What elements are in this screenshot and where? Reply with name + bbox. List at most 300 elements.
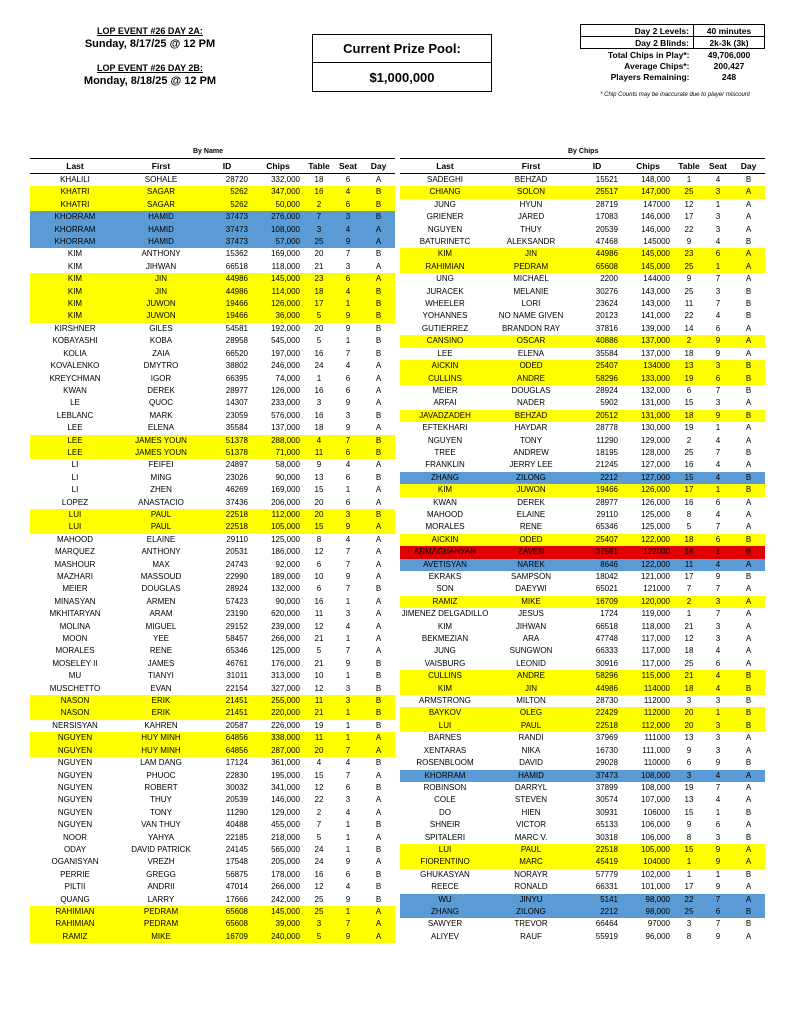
last-name-cell: MOON <box>62 634 88 644</box>
column-header-first-name: First <box>120 159 202 174</box>
table-number-cell: 24 <box>314 844 324 854</box>
day-flight-cell: A <box>362 273 395 285</box>
table-number-cell: 19 <box>314 720 324 730</box>
chip-count-cell: 104000 <box>622 856 674 868</box>
last-name-cell: REECE <box>431 882 459 892</box>
day-flight-cell: A <box>745 509 752 519</box>
chip-count-cell: 126,000 <box>622 484 674 496</box>
table-row <box>30 782 395 794</box>
seat-number-cell: 9 <box>704 410 732 422</box>
day-flight-cell: A <box>375 634 382 644</box>
table-number-cell: 5 <box>686 522 692 532</box>
last-name-cell: WHEELER <box>425 299 465 309</box>
table-row <box>30 224 395 236</box>
player-id-cell: 24743 <box>225 559 248 569</box>
last-name-cell: NGUYEN <box>30 745 120 757</box>
chip-count-cell: 130,000 <box>641 423 670 433</box>
chip-count-cell: 90,000 <box>275 596 300 606</box>
last-name-cell: KHATRI <box>30 186 120 198</box>
chip-count-cell: 143,000 <box>641 299 670 309</box>
chip-count-cell: 576,000 <box>271 410 300 420</box>
first-name-cell: THUY <box>150 795 172 805</box>
table-number-cell: 25 <box>314 894 324 904</box>
seat-number-cell: 6 <box>345 373 351 383</box>
last-name-cell: KIM <box>67 249 83 259</box>
chip-count-cell: 125,000 <box>641 522 670 532</box>
player-id-cell: 28719 <box>595 199 618 209</box>
last-name-cell: ZHANG <box>400 472 490 484</box>
table-number-cell: 8 <box>686 509 692 519</box>
table-number-cell: 9 <box>686 237 692 247</box>
column-header-seat-number: Seat <box>334 159 362 174</box>
last-name-cell: MKHITARYAN <box>49 609 101 619</box>
day-flight-cell: B <box>745 311 752 321</box>
table-row <box>400 832 765 844</box>
table-row <box>30 844 395 856</box>
player-id-cell: 28778 <box>595 423 618 433</box>
day-flight-cell: A <box>375 621 382 631</box>
table-row <box>400 720 765 732</box>
player-id-cell: 47468 <box>595 237 618 247</box>
player-id-cell: 23624 <box>595 299 618 309</box>
last-name-cell: KIM <box>67 261 83 271</box>
seat-number-cell: 3 <box>715 224 721 234</box>
table-row <box>400 918 765 930</box>
last-name-cell: TREE <box>434 447 456 457</box>
table-number-cell: 21 <box>314 658 324 668</box>
last-name-cell: ODAY <box>63 844 87 854</box>
player-id-cell: 65608 <box>202 906 252 918</box>
day-flight-cell: A <box>745 199 752 209</box>
first-name-cell: ELENA <box>147 423 175 433</box>
first-name-cell: VAN THUY <box>141 820 181 830</box>
table-row <box>400 224 765 236</box>
seat-number-cell: 9 <box>345 323 351 333</box>
last-name-cell: NGUYEN <box>57 782 93 792</box>
table-number-cell: 25 <box>684 286 694 296</box>
chip-count-cell: 137,000 <box>622 335 674 347</box>
table-row <box>30 199 395 211</box>
player-id-cell: 30318 <box>595 832 618 842</box>
chip-count-cell: 117,000 <box>641 634 670 644</box>
chip-count-cell: 107,000 <box>641 795 670 805</box>
first-name-cell: SAGAR <box>120 186 202 198</box>
table-number-cell: 15 <box>684 398 694 408</box>
chip-count-cell: 102,000 <box>641 869 670 879</box>
last-name-cell: RAHIMIAN <box>30 906 120 918</box>
last-name-cell: MUSCHETTO <box>49 683 101 693</box>
seat-number-cell: 1 <box>704 707 732 719</box>
first-name-cell: MIKE <box>490 596 572 608</box>
table-row <box>400 757 765 769</box>
player-id-cell: 45419 <box>572 856 622 868</box>
chip-count-cell: 192,000 <box>271 323 300 333</box>
first-name-cell: STEVEN <box>514 795 547 805</box>
player-id-cell: 29152 <box>225 621 248 631</box>
player-id-cell: 2200 <box>600 274 618 284</box>
player-id-cell: 17124 <box>225 758 248 768</box>
first-name-cell: DOUGLAS <box>511 385 551 395</box>
seat-number-cell: 7 <box>345 249 351 259</box>
day-flight-cell: A <box>375 261 382 271</box>
seat-number-cell: 1 <box>715 199 721 209</box>
chip-count-cell: 108,000 <box>622 770 674 782</box>
table-number-cell: 12 <box>314 882 324 892</box>
first-name-cell: PAUL <box>490 844 572 856</box>
table-number-cell: 23 <box>674 248 704 260</box>
column-header-last-name: Last <box>400 159 490 174</box>
last-name-cell: LEE <box>437 348 453 358</box>
column-header-first-name: First <box>490 159 572 174</box>
first-name-cell: ARMEN <box>146 596 176 606</box>
seat-number-cell: 6 <box>334 199 362 211</box>
chip-count-cell: 119,000 <box>641 609 670 619</box>
player-id-cell: 5902 <box>600 398 618 408</box>
chip-count-cell: 106,000 <box>641 832 670 842</box>
seat-number-cell: 1 <box>704 261 732 273</box>
last-name-cell: SPITALERI <box>424 832 466 842</box>
player-id-cell: 20539 <box>225 795 248 805</box>
player-id-cell: 35584 <box>595 348 618 358</box>
day-flight-cell: B <box>732 472 765 484</box>
day-flight-cell: A <box>732 261 765 273</box>
table-number-cell: 21 <box>304 707 334 719</box>
player-id-cell: 22518 <box>572 844 622 856</box>
last-name-cell: VAISBURG <box>424 658 466 668</box>
first-name-cell: RENE <box>519 522 543 532</box>
first-name-cell: THUY <box>520 224 542 234</box>
last-name-cell: PERRIE <box>60 869 90 879</box>
table-row <box>30 261 395 273</box>
stat-label: Day 2 Levels: <box>581 25 694 37</box>
chip-count-cell: 126,000 <box>271 385 300 395</box>
day-flight-cell: B <box>732 707 765 719</box>
table-row <box>400 782 765 794</box>
day-flight-cell: A <box>745 497 752 507</box>
seat-number-cell: 1 <box>334 732 362 744</box>
first-name-cell: MARC <box>490 856 572 868</box>
chip-count-cell: 112000 <box>643 696 670 706</box>
seat-number-cell: 4 <box>715 237 721 247</box>
chip-count-cell: 131,000 <box>622 410 674 422</box>
day-flight-cell: A <box>745 634 752 644</box>
table-row <box>400 931 765 943</box>
player-id-cell: 65133 <box>595 820 618 830</box>
first-name-cell: PEDRAM <box>120 918 202 930</box>
first-name-cell: MING <box>150 472 172 482</box>
table-row <box>400 521 765 533</box>
first-name-cell: JIN <box>120 286 202 298</box>
table-number-cell: 1 <box>316 373 322 383</box>
day-flight-cell: B <box>732 484 765 496</box>
seat-number-cell: 1 <box>334 298 362 310</box>
table-number-cell: 16 <box>314 869 324 879</box>
chip-count-cell: 195,000 <box>271 770 300 780</box>
day-flight-cell: A <box>375 857 382 867</box>
seat-number-cell: 7 <box>334 745 362 757</box>
chip-count-cell: 122000 <box>622 546 674 558</box>
player-id-cell: 31011 <box>226 671 248 681</box>
chip-count-cell: 96,000 <box>645 931 670 941</box>
chip-count-cell: 112,000 <box>252 509 304 521</box>
last-name-cell: CANSINO <box>400 335 490 347</box>
day-flight-cell: A <box>732 894 765 906</box>
player-id-cell: 65346 <box>595 522 618 532</box>
chip-count-cell: 197,000 <box>271 348 300 358</box>
player-id-cell: 20512 <box>572 410 622 422</box>
table-number-cell: 25 <box>304 906 334 918</box>
table-number-cell: 3 <box>674 770 704 782</box>
player-id-cell: 30032 <box>225 782 248 792</box>
day-flight-cell: A <box>362 236 395 248</box>
seat-number-cell: 9 <box>345 398 351 408</box>
table-number-cell: 22 <box>684 311 694 321</box>
by-name-heading: By Name <box>193 148 223 155</box>
seat-number-cell: 4 <box>715 795 721 805</box>
first-name-cell: HAMID <box>490 770 572 782</box>
event-a-title: LOP EVENT #26 DAY 2A: <box>97 26 203 36</box>
chip-count-cell: 92,000 <box>275 559 300 569</box>
table-row <box>30 521 395 533</box>
first-name-cell: YAHYA <box>148 832 174 842</box>
stat-row <box>581 60 765 71</box>
day-flight-cell: A <box>362 918 395 930</box>
day-flight-cell: A <box>375 832 382 842</box>
day-flight-cell: B <box>362 286 395 298</box>
chip-count-cell: 338,000 <box>252 732 304 744</box>
last-name-cell: LI <box>71 460 79 470</box>
last-name-cell: GHUKASYAN <box>420 869 470 879</box>
first-name-cell: ELAINE <box>146 534 176 544</box>
table-number-cell: 12 <box>684 634 694 644</box>
table-row <box>30 559 395 571</box>
chip-count-cell: 122,000 <box>622 559 674 571</box>
last-name-cell: BEKMEZIAN <box>421 634 469 644</box>
table-number-cell: 20 <box>314 497 324 507</box>
seat-number-cell: 9 <box>334 931 362 943</box>
first-name-cell: ARA <box>522 634 540 644</box>
last-name-cell: QUANG <box>60 894 90 904</box>
seat-number-cell: 9 <box>345 572 351 581</box>
last-name-cell: YOHANNES <box>422 311 468 321</box>
first-name-cell: NAREK <box>490 559 572 571</box>
last-name-cell: MORALES <box>425 522 465 532</box>
first-name-cell: PAUL <box>120 521 202 533</box>
first-name-cell: HIEN <box>521 807 541 817</box>
chip-count-cell: 169,000 <box>271 485 300 495</box>
stat-row <box>581 37 765 49</box>
table-row <box>30 497 395 509</box>
player-id-cell: 29110 <box>226 534 248 544</box>
table-number-cell: 12 <box>314 621 324 631</box>
table-number-cell: 15 <box>684 807 694 817</box>
table-number-cell: 6 <box>316 584 322 594</box>
chip-count-cell: 242,000 <box>271 894 300 904</box>
seat-number-cell: 3 <box>704 720 732 732</box>
chip-count-cell: 218,000 <box>271 832 300 842</box>
table-row <box>400 286 765 298</box>
table-row <box>30 906 395 918</box>
seat-number-cell: 6 <box>345 869 351 879</box>
seat-number-cell: 4 <box>715 311 721 321</box>
players-by-chips-table <box>400 158 765 943</box>
player-id-cell: 29028 <box>595 758 618 768</box>
seat-number-cell: 3 <box>345 410 351 420</box>
player-id-cell: 37473 <box>202 224 252 236</box>
day-flight-cell: A <box>745 423 752 433</box>
table-number-cell: 20 <box>314 249 324 259</box>
last-name-cell: OGANISYAN <box>51 857 99 867</box>
chip-count-cell: 127,000 <box>622 472 674 484</box>
player-id-cell: 30916 <box>595 658 618 668</box>
table-number-cell: 5 <box>316 832 322 842</box>
chip-count-cell: 137,000 <box>271 423 300 433</box>
player-id-cell: 46269 <box>225 485 248 495</box>
chip-count-cell: 118,000 <box>641 621 670 631</box>
table-row <box>400 621 765 633</box>
first-name-cell: TONY <box>149 807 173 817</box>
table-row <box>30 360 395 372</box>
table-row <box>30 695 395 707</box>
table-row <box>400 608 765 620</box>
first-name-cell: MILTON <box>516 696 546 706</box>
day-flight-cell: B <box>375 410 382 420</box>
first-name-cell: OSCAR <box>490 335 572 347</box>
chip-count-cell: 226,000 <box>271 720 300 730</box>
last-name-cell: NGUYEN <box>57 758 93 768</box>
table-number-cell: 15 <box>304 521 334 533</box>
last-name-cell: KIRSHNER <box>54 323 96 333</box>
seat-number-cell: 3 <box>334 211 362 223</box>
last-name-cell: LEE <box>30 447 120 459</box>
day-flight-cell: A <box>745 323 752 333</box>
player-id-cell: 51378 <box>202 435 252 447</box>
table-row <box>400 732 765 744</box>
chip-count-cell: 125,000 <box>271 646 300 656</box>
seat-number-cell: 4 <box>704 472 732 484</box>
table-row <box>400 869 765 881</box>
last-name-cell: UNG <box>436 274 454 284</box>
last-name-cell: CULLINS <box>400 373 490 385</box>
table-number-cell: 18 <box>684 348 694 358</box>
table-number-cell: 3 <box>686 696 692 706</box>
table-number-cell: 5 <box>316 646 322 656</box>
table-number-cell: 6 <box>686 385 692 395</box>
first-name-cell: PAUL <box>120 509 202 521</box>
seat-number-cell: 7 <box>715 274 721 284</box>
player-id-cell: 65021 <box>595 584 618 594</box>
seat-number-cell: 4 <box>704 683 732 695</box>
chip-count-cell: 117,000 <box>641 658 670 668</box>
table-row <box>400 447 765 459</box>
day-flight-cell: B <box>732 373 765 385</box>
first-name-cell: NADER <box>516 398 545 408</box>
table-row <box>30 273 395 285</box>
table-row <box>400 807 765 819</box>
last-name-cell: RAHIMIAN <box>30 918 120 930</box>
table-row <box>30 645 395 657</box>
chip-count-cell: 287,000 <box>252 745 304 757</box>
player-id-cell: 19466 <box>202 310 252 322</box>
day-flight-cell: A <box>375 361 382 371</box>
first-name-cell: ALEKSANDR <box>506 237 556 247</box>
table-number-cell: 12 <box>314 782 324 792</box>
table-row <box>30 794 395 806</box>
last-name-cell: LI <box>71 485 79 495</box>
first-name-cell: DAEYWI <box>515 584 547 594</box>
first-name-cell: JAMES <box>147 658 175 668</box>
seat-number-cell: 7 <box>345 547 351 557</box>
seat-number-cell: 9 <box>345 423 351 433</box>
seat-number-cell: 3 <box>715 621 721 631</box>
first-name-cell: DMYTRO <box>143 361 179 371</box>
day-flight-cell: A <box>745 348 752 358</box>
last-name-cell: KIM <box>400 248 490 260</box>
table-number-cell: 1 <box>686 869 692 879</box>
seat-number-cell: 1 <box>345 820 351 830</box>
last-name-cell: NGUYEN <box>427 224 463 234</box>
seat-number-cell: 9 <box>334 236 362 248</box>
table-number-cell: 17 <box>684 882 694 892</box>
chip-count-cell: 57,000 <box>252 236 304 248</box>
table-number-cell: 17 <box>684 212 694 222</box>
last-name-cell: KWAN <box>433 497 457 507</box>
first-name-cell: VREZH <box>147 857 175 867</box>
stat-value: 200,427 <box>713 60 745 71</box>
player-id-cell: 37473 <box>202 236 252 248</box>
table-row <box>30 509 395 521</box>
last-name-cell: KHORRAM <box>30 224 120 236</box>
table-number-cell: 9 <box>686 745 692 755</box>
last-name-cell: KOBAYASHI <box>52 336 98 346</box>
table-number-cell: 20 <box>674 720 704 732</box>
last-name-cell: SADEGHI <box>426 175 463 184</box>
table-number-cell: 12 <box>684 199 694 209</box>
first-name-cell: ZILONG <box>490 906 572 918</box>
chip-count-cell: 120,000 <box>622 596 674 608</box>
table-row <box>400 695 765 707</box>
seat-number-cell: 6 <box>345 497 351 507</box>
day-flight-cell: A <box>745 658 752 668</box>
player-id-cell: 66395 <box>225 373 248 383</box>
table-number-cell: 11 <box>304 447 334 459</box>
table-number-cell: 20 <box>314 323 324 333</box>
table-number-cell: 20 <box>674 707 704 719</box>
last-name-cell: JIMENEZ DELGADILLO <box>401 609 489 619</box>
seat-number-cell: 1 <box>704 546 732 558</box>
day-flight-cell: A <box>745 795 752 805</box>
seat-number-cell: 3 <box>704 360 732 372</box>
day-flight-cell: B <box>745 572 752 581</box>
chip-count-cell: 106,000 <box>641 820 670 830</box>
table-row <box>400 819 765 831</box>
last-name-cell: KIM <box>400 683 490 695</box>
chip-count-cell: 126,000 <box>252 298 304 310</box>
day-flight-cell: A <box>375 609 382 619</box>
player-id-cell: 30276 <box>595 286 618 296</box>
player-id-cell: 11290 <box>596 435 618 445</box>
first-name-cell: TIANYI <box>148 671 174 681</box>
stat-label: Players Remaining: <box>610 71 690 82</box>
table-number-cell: 13 <box>684 733 694 743</box>
table-number-cell: 15 <box>314 485 324 495</box>
seat-number-cell: 6 <box>715 658 721 668</box>
last-name-cell: MAZHARI <box>57 572 93 581</box>
first-name-cell: ERIK <box>120 707 202 719</box>
player-id-cell: 22518 <box>572 720 622 732</box>
player-id-cell: 55919 <box>595 931 618 941</box>
last-name-cell: MASHOUR <box>54 559 96 569</box>
